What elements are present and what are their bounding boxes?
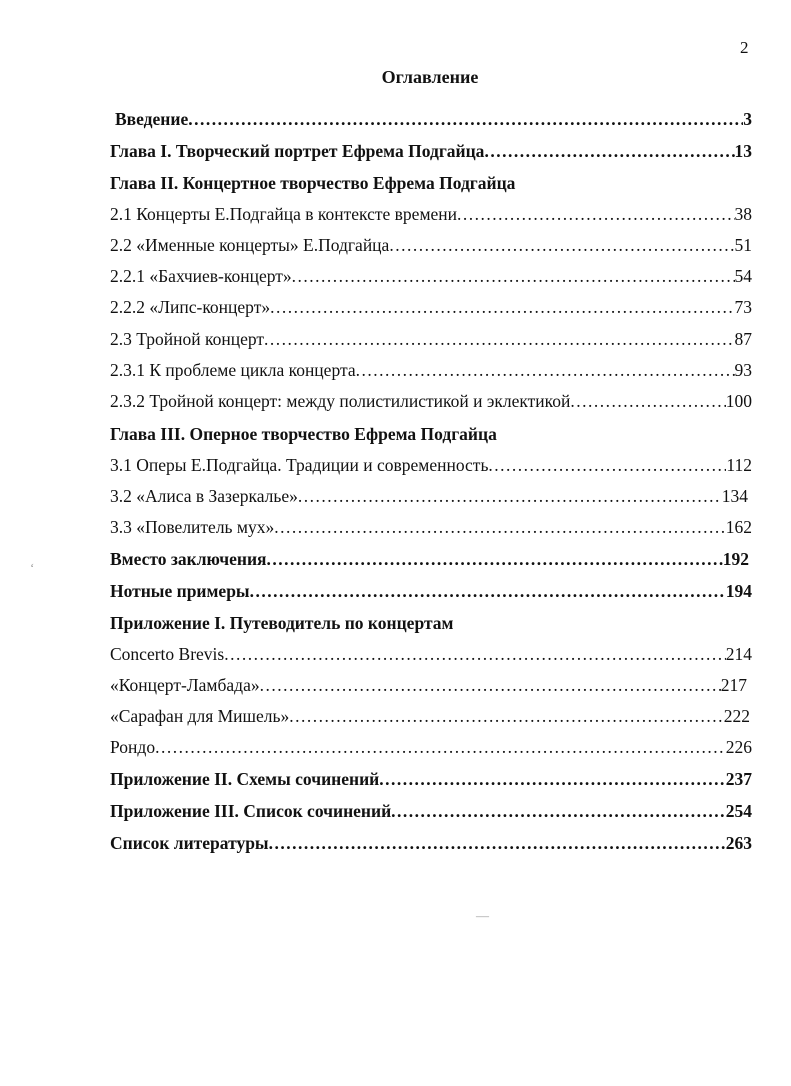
toc-entry-label: 3.2 «Алиса в Зазеркалье» xyxy=(110,486,298,506)
toc-entry-label: Рондо xyxy=(110,737,156,757)
toc-entry-label: Введение xyxy=(115,109,189,129)
leader-dots xyxy=(155,736,726,758)
toc-entry-conclusion xyxy=(110,548,749,570)
toc-entry-section-2-3-1 xyxy=(110,359,752,381)
toc-entry-page: 13 xyxy=(734,141,752,161)
toc-entry-appendix-1 xyxy=(110,612,752,634)
toc-entry-label: Приложение III. Список сочинений xyxy=(110,801,392,821)
toc-entry-chapter-1 xyxy=(110,140,752,162)
toc-entry-page: 112 xyxy=(726,455,752,475)
toc-entry-label: Глава III. Оперное творчество Ефрема Подгайца xyxy=(110,424,497,444)
toc-entry-page: 237 xyxy=(725,769,752,789)
toc-entry-chapter-2 xyxy=(110,172,752,194)
toc-entry-section-3-1 xyxy=(110,454,752,476)
toc-entry-page: 54 xyxy=(734,266,752,286)
toc-entry-label: 2.1 Концерты Е.Подгайца в контексте времени xyxy=(110,204,458,224)
leader-dots xyxy=(298,485,722,507)
toc-entry-page: 254 xyxy=(725,801,752,821)
toc-entry-page: 100 xyxy=(725,391,752,411)
toc-entry-page: 214 xyxy=(725,644,752,664)
leader-dots xyxy=(274,516,726,538)
scan-mark-bottom: — xyxy=(476,908,489,923)
toc-entry-page: 192 xyxy=(722,549,749,569)
leader-dots xyxy=(457,203,734,225)
toc-entry-label: Приложение II. Схемы сочинений xyxy=(110,769,380,789)
toc-entry-page: 162 xyxy=(725,517,752,537)
toc-entry-label: 2.2.1 «Бахчиев-концерт» xyxy=(110,266,292,286)
toc-entry-label: Concerto Brevis xyxy=(110,644,225,664)
toc-entry-appendix-3 xyxy=(110,800,752,822)
toc-entry-page: 3 xyxy=(743,109,752,129)
toc-entry-chapter-3 xyxy=(110,423,752,445)
toc-entry-section-2-3-2 xyxy=(110,390,752,412)
toc-entry-page: 222 xyxy=(723,706,750,726)
toc-entry-label: «Концерт-Ламбада» xyxy=(110,675,260,695)
toc-entry-label: 2.2 «Именные концерты» Е.Подгайца xyxy=(110,235,390,255)
leader-dots xyxy=(250,580,726,602)
toc-entry-label: «Сарафан для Мишель» xyxy=(110,706,290,726)
leader-dots xyxy=(391,800,726,822)
leader-dots xyxy=(289,705,724,727)
toc-entry-appendix-2 xyxy=(110,768,752,790)
toc-entry-page: 93 xyxy=(734,360,752,380)
leader-dots xyxy=(484,140,734,162)
page-number: 2 xyxy=(740,38,749,57)
scan-mark-left: ‘ xyxy=(30,560,35,575)
toc-entry-label: Глава I. Творческий портрет Ефрема Подгайца xyxy=(110,141,485,161)
leader-dots xyxy=(488,454,726,476)
toc-entry-page: 87 xyxy=(734,329,752,349)
leader-dots xyxy=(292,265,735,287)
toc-entry-label: Вместо заключения xyxy=(110,549,267,569)
toc-entry-page: 194 xyxy=(725,581,752,601)
toc-entry-label: Приложение I. Путеводитель по концертам xyxy=(110,613,454,633)
toc-entry-section-2-1 xyxy=(110,203,752,225)
toc-entry-page: 134 xyxy=(721,486,748,506)
leader-dots xyxy=(356,359,735,381)
leader-dots xyxy=(267,548,723,570)
leader-dots xyxy=(264,328,734,350)
toc-entry-label: 2.3.2 Тройной концерт: между полистилистикой и эклектикой xyxy=(110,391,571,411)
toc-entry-music-examples xyxy=(110,580,752,602)
toc-entry-label: 3.3 «Повелитель мух» xyxy=(110,517,275,537)
leader-dots xyxy=(260,674,721,696)
toc-entry-sarafan xyxy=(110,705,750,727)
toc-entry-label: Глава II. Концертное творчество Ефрема Подгайца xyxy=(110,173,516,193)
toc-entry-page: 73 xyxy=(734,297,752,317)
toc-entry-page: 263 xyxy=(725,833,752,853)
leader-dots xyxy=(269,832,726,854)
toc-entry-section-3-3 xyxy=(110,516,752,538)
toc-entry-section-2-2-1 xyxy=(110,265,752,287)
toc-entry-bibliography xyxy=(110,832,752,854)
leader-dots xyxy=(389,234,734,256)
toc-entry-page: 217 xyxy=(720,675,747,695)
leader-dots xyxy=(379,768,725,790)
leader-dots xyxy=(188,108,743,130)
toc-title: Оглавление xyxy=(381,67,479,87)
toc-entry-page: 51 xyxy=(734,235,752,255)
toc-entry-section-3-2 xyxy=(110,485,748,507)
leader-dots xyxy=(224,643,726,665)
toc-entry-concert-lambada xyxy=(110,674,747,696)
toc-entry-label: 2.3.1 К проблеме цикла концерта xyxy=(110,360,356,380)
toc-entry-label: 2.3 Тройной концерт xyxy=(110,329,265,349)
toc-entry-section-2-3 xyxy=(110,328,752,350)
toc-entry-label: 3.1 Оперы Е.Подгайца. Традиции и современность xyxy=(110,455,489,475)
toc-entry-label: Список литературы xyxy=(110,833,269,853)
toc-entry-label: Нотные примеры xyxy=(110,581,250,601)
toc-entry-section-2-2 xyxy=(110,234,752,256)
leader-dots xyxy=(270,296,734,318)
leader-dots xyxy=(570,390,725,412)
toc-entry-concerto-brevis xyxy=(110,643,752,665)
toc-entry-introduction xyxy=(115,108,752,130)
toc-entry-page: 38 xyxy=(734,204,752,224)
toc-entry-rondo xyxy=(110,736,752,758)
toc-entry-label: 2.2.2 «Липс-концерт» xyxy=(110,297,271,317)
toc-entry-section-2-2-2 xyxy=(110,296,752,318)
toc-entry-page: 226 xyxy=(725,737,752,757)
